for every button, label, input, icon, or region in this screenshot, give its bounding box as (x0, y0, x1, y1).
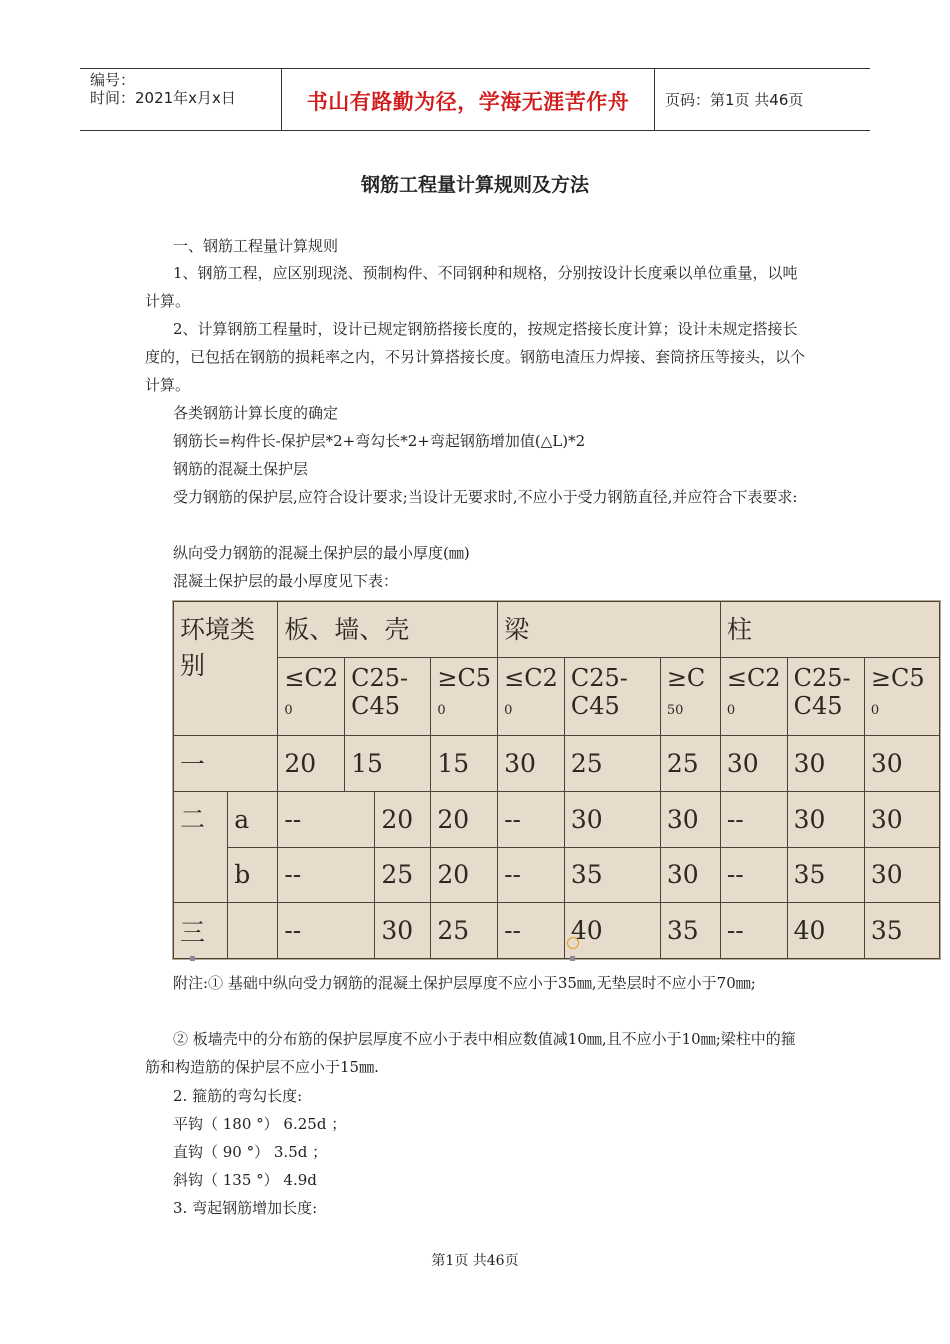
table-cell (228, 903, 278, 959)
header-page-info: 页码：第1页 共46页 (665, 91, 804, 109)
paragraph: 1、钢筋工程，应区别现浇、预制构件、不同钢种和规格，分别按设计长度乘以单位重量，以吨计算。 (145, 264, 798, 310)
paragraph: 钢筋的混凝土保护层 (173, 460, 309, 478)
table-cell: -- (498, 791, 565, 847)
header-column: 柱 (720, 602, 939, 658)
document-time-label: 时间：2021年x月x日 (90, 89, 236, 107)
paragraph: 2、计算钢筋工程量时，设计已规定钢筋搭接长度的，按规定搭接长度计算；设计未规定搭接长度的，已包括在钢筋的损耗率之内，不另计算搭接长度。钢筋电渣压力焊接、套筒挤压等接头，以个计算。 (145, 320, 806, 394)
grade-cell: C25- C45 (564, 657, 660, 735)
table-cell: -- (278, 847, 375, 903)
table-row (174, 903, 940, 959)
table-cell: -- (720, 847, 787, 903)
table-cell: 30 (375, 903, 431, 959)
row-sublabel: a (228, 791, 278, 847)
table-cell: -- (498, 847, 565, 903)
table-cell: 25 (375, 847, 431, 903)
table-cell: -- (278, 791, 375, 847)
table-cell: 20 (375, 791, 431, 847)
page-header (80, 68, 870, 131)
table-row (174, 791, 940, 847)
table-cell: 35 (787, 847, 864, 903)
table-row (174, 847, 940, 903)
grade-cell: ≥C5 0 (431, 657, 498, 735)
row-label: 二 (174, 791, 228, 902)
paragraph-text: 一、钢筋工程量计算规则 (173, 237, 339, 255)
table-cell: 20 (278, 736, 345, 792)
table-cell: 30 (864, 791, 939, 847)
row-label: 三 (174, 903, 228, 959)
document-number-label: 编号： (90, 71, 136, 89)
paragraph: 直钩（ 90 °） 3.5d ； (173, 1143, 328, 1161)
paragraph (145, 232, 810, 260)
cover-thickness-table (173, 601, 940, 959)
table-cell: 30 (787, 791, 864, 847)
paragraph: 各类钢筋计算长度的确定 (173, 404, 339, 422)
table-cell: 40 (787, 903, 864, 959)
grade-cell: ≥C5 0 (864, 657, 939, 735)
table-cell: -- (720, 791, 787, 847)
paragraph: 受力钢筋的保护层,应符合设计要求;当设计无要求时,不应小于受力钢筋直径,并应符合下表要求: (173, 488, 798, 506)
table-cell: 30 (660, 847, 720, 903)
grade-cell: ≤C2 0 (498, 657, 565, 735)
table-cell: 15 (345, 736, 431, 792)
paragraph: 斜钩（ 135 °） 4.9d (173, 1171, 317, 1189)
table-cell: 30 (498, 736, 565, 792)
table-cell: 30 (660, 791, 720, 847)
table-cell: 20 (431, 791, 498, 847)
paragraph: 附注:① 基础中纵向受力钢筋的混凝土保护层厚度不应小于35㎜,无垫层时不应小于70㎜; (173, 974, 756, 992)
table-cell: 30 (864, 736, 939, 792)
paragraph: 3. 弯起钢筋增加长度: (173, 1199, 318, 1217)
table-cell: 25 (431, 903, 498, 959)
grade-cell: ≤C2 0 (720, 657, 787, 735)
grade-cell: ≤C2 0 (278, 657, 345, 735)
row-sublabel: b (228, 847, 278, 903)
grade-cell: C25- C45 (345, 657, 431, 735)
table-cell: -- (278, 903, 375, 959)
table-cell: 35 (564, 847, 660, 903)
page-footer: 第1页 共46页 (431, 1253, 519, 1269)
table-cell: 30 (864, 847, 939, 903)
table-cell: 25 (660, 736, 720, 792)
header-motto: 书山有路勤为径，学海无涯苦作舟 (306, 90, 630, 114)
table-cell: 30 (720, 736, 787, 792)
table-row (174, 736, 940, 792)
image-resize-handle[interactable] (190, 956, 195, 961)
table-cell: 40 (564, 903, 660, 959)
table-cell: 15 (431, 736, 498, 792)
grade-cell: C25- C45 (787, 657, 864, 735)
paragraph: 2. 箍筋的弯勾长度: (173, 1087, 303, 1105)
table-cell: 30 (564, 791, 660, 847)
header-beam: 梁 (498, 602, 721, 658)
paragraph: ② 板墙壳中的分布筋的保护层厚度不应小于表中相应数值减10㎜,且不应小于10㎜;梁柱中的箍筋和构造筋的保护层不应小于15㎜. (145, 1030, 796, 1076)
document-title: 钢筋工程量计算规则及方法 (360, 174, 589, 196)
cover-thickness-table-image (172, 600, 941, 960)
header-slab-wall-shell: 板、墙、壳 (278, 602, 498, 658)
paragraph: 纵向受力钢筋的混凝土保护层的最小厚度(㎜) (173, 544, 470, 562)
paragraph: 钢筋长=构件长-保护层*2+弯勾长*2+弯起钢筋增加值(△L)*2 (173, 432, 586, 450)
image-resize-handle[interactable] (570, 956, 575, 961)
table-cell: 30 (787, 736, 864, 792)
paragraph: 混凝土保护层的最小厚度见下表： (173, 572, 399, 590)
header-meta (90, 71, 236, 107)
row-label: 一 (174, 736, 278, 792)
table-cell: 35 (864, 903, 939, 959)
table-cell: 25 (564, 736, 660, 792)
header-divider (654, 69, 655, 130)
rotate-handle-icon[interactable] (567, 937, 579, 949)
header-environment: 环境类别 (174, 602, 278, 736)
table-cell: -- (498, 903, 565, 959)
paragraph: 平钩（ 180 °） 6.25d ； (173, 1115, 347, 1133)
grade-cell: ≥C 50 (660, 657, 720, 735)
table-cell: 20 (431, 847, 498, 903)
table-cell: -- (720, 903, 787, 959)
table-cell: 35 (660, 903, 720, 959)
